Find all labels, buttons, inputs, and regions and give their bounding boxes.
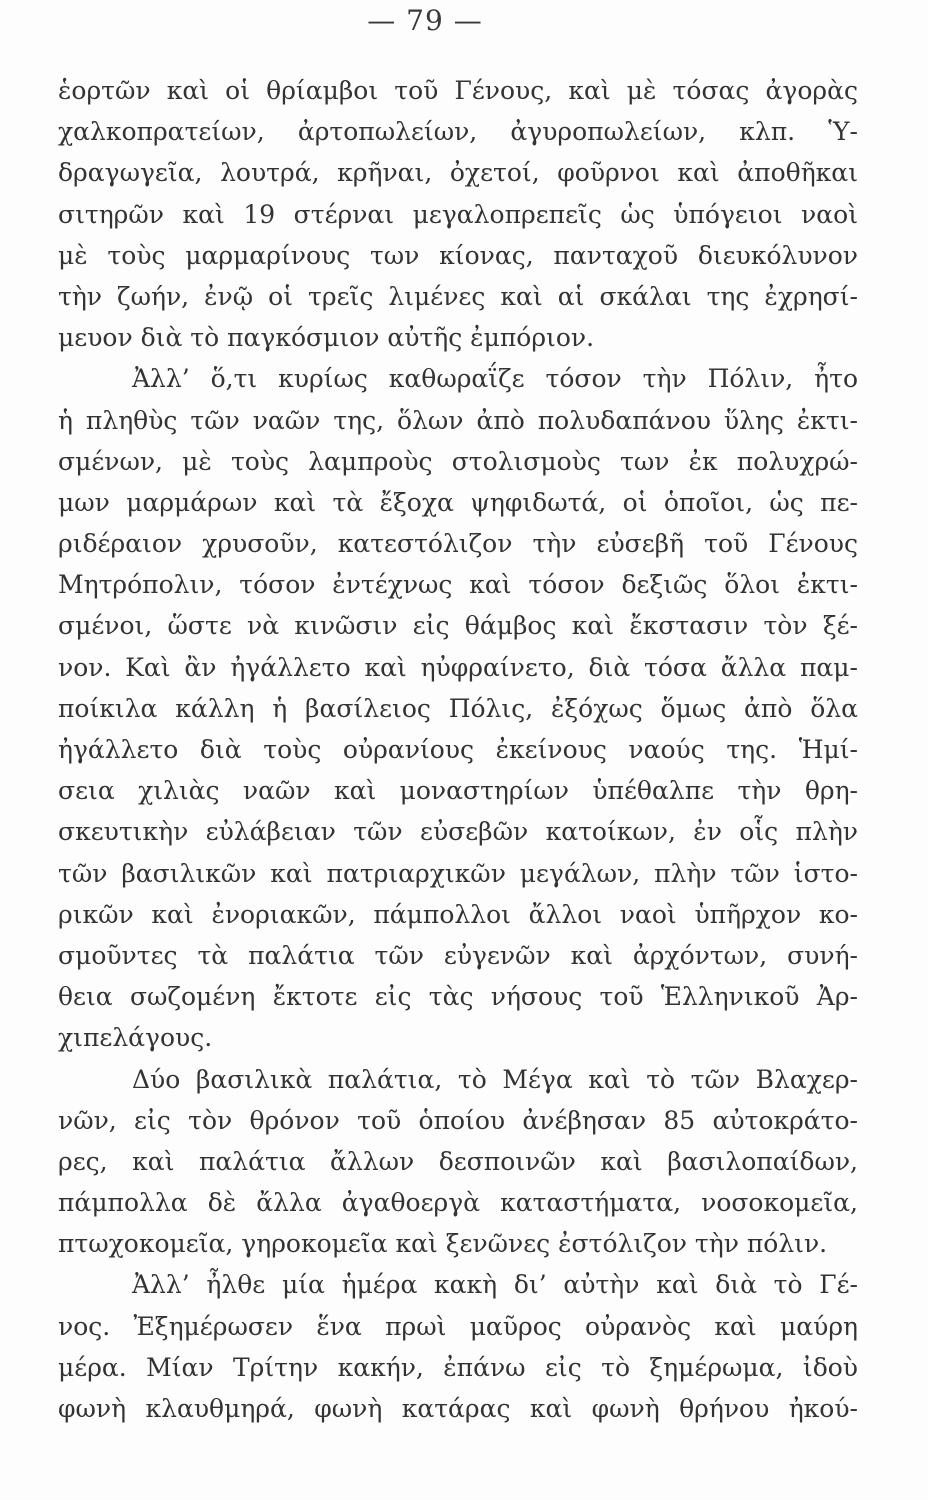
text-line: πάμπολλα δὲ ἄλλα ἀγαθοεργὰ καταστήματα, νοσοκομεῖα, (58, 1188, 858, 1218)
text-line: σμένοι, ὥστε νὰ κινῶσιν εἰς θάμβος καὶ ἔκστασιν τὸν ξέ- (58, 611, 858, 641)
text-line: δραγωγεῖα, λουτρά, κρῆναι, ὀχετοί, φοῦρνοι καὶ ἀποθῆκαι (58, 158, 858, 188)
text-line: ριδέραιον χρυσοῦν, κατεστόλιζον τὴν εὐσεβῆ τοῦ Γένους (58, 529, 858, 559)
text-line: ρικῶν καὶ ἐνοριακῶν, πάμπολλοι ἄλλοι ναοὶ ὑπῆρχον κο- (58, 899, 858, 929)
text-line: μων μαρμάρων καὶ τὰ ἔξοχα ψηφιδωτά, οἱ ὁποῖοι, ὡς πε- (58, 487, 858, 517)
text-line: σμοῦντες τὰ παλάτια τῶν εὐγενῶν καὶ ἀρχόντων, συνή- (58, 940, 858, 970)
text-line: Δύο βασιλικὰ παλάτια, τὸ Μέγα καὶ τὸ τῶν Βλαχερ- (132, 1064, 858, 1094)
text-line: σκευτικὴν εὐλάβειαν τῶν εὐσεβῶν κατοίκων, ἐν οἷς πλὴν (58, 817, 858, 847)
text-line: μευον διὰ τὸ παγκόσμιον αὐτῆς ἐμπόριον. (58, 323, 595, 353)
text-line: σεια χιλιὰς ναῶν καὶ μοναστηρίων ὑπέθαλπε τὴν θρη- (58, 776, 858, 806)
text-line: πτωχοκομεῖα, γηροκομεῖα καὶ ξενῶνες ἐστόλιζον τὴν πόλιν. (58, 1229, 828, 1259)
text-line: μέρα. Μίαν Τρίτην κακήν, ἐπάνω εἰς τὸ ξημέρωμα, ἰδοὺ (58, 1352, 858, 1382)
text-line: χιπελάγους. (58, 1023, 213, 1053)
text-line: νον. Καὶ ἂν ἠγάλλετο καὶ ηὐφραίνετο, διὰ τόσα ἄλλα παμ- (58, 652, 858, 682)
text-line: τῶν βασιλικῶν καὶ πατριαρχικῶν μεγάλων, πλὴν τῶν ἱστο- (58, 858, 858, 888)
text-line: σιτηρῶν καὶ 19 στέρναι μεγαλοπρεπεῖς ὡς ὑπόγειοι ναοὶ (58, 199, 858, 229)
text-line: θεια σωζομένη ἔκτοτε εἰς τὰς νήσους τοῦ Ἑλληνικοῦ Ἀρ- (58, 982, 858, 1012)
text-line: ἑορτῶν καὶ οἱ θρίαμβοι τοῦ Γένους, καὶ μὲ τόσας ἀγορὰς (58, 76, 858, 105)
text-line: Μητρόπολιν, τόσον ἐντέχνως καὶ τόσον δεξιῶς ὅλοι ἐκτι- (58, 570, 858, 600)
text-line: μὲ τοὺς μαρμαρίνους των κίονας, πανταχοῦ διευκόλυνον (58, 240, 858, 270)
text-line: ἡ πληθὺς τῶν ναῶν της, ὅλων ἀπὸ πολυδαπάνου ὕλης ἐκτι- (58, 405, 858, 435)
text-line: τὴν ζωήν, ἐνῷ οἱ τρεῖς λιμένες καὶ αἱ σκάλαι της ἐχρησί- (58, 281, 858, 311)
body-text (58, 70, 858, 1429)
text-line: ρες, καὶ παλάτια ἄλλων δεσποινῶν καὶ βασιλοπαίδων, (58, 1146, 858, 1176)
page-number: — 79 — (367, 4, 483, 37)
text-line: φωνὴ κλαυθμηρά, φωνὴ κατάρας καὶ φωνὴ θρήνου ἠκού- (58, 1394, 858, 1423)
text-line: ποίκιλα κάλλη ἡ βασίλειος Πόλις, ἐξόχως ὅμως ἀπὸ ὅλα (58, 693, 858, 723)
text-line: σμένων, μὲ τοὺς λαμπροὺς στολισμοὺς των ἐκ πολυχρώ- (58, 446, 858, 476)
text-line: χαλκοπρατείων, ἀρτοπωλείων, ἀγυροπωλείων, κλπ. Ὑ- (58, 117, 858, 147)
text-line: νος. Ἐξημέρωσεν ἕνα πρωὶ μαῦρος οὐρανὸς καὶ μαύρη (58, 1311, 858, 1341)
text-line: Ἀλλ’ ὅ,τι κυρίως καθωραΐζε τόσον τὴν Πόλιν, ἦτο (132, 364, 858, 394)
text-line: νῶν, εἰς τὸν θρόνον τοῦ ὁποίου ἀνέβησαν 85 αὐτοκράτο- (58, 1105, 858, 1135)
text-line: Ἀλλ’ ἦλθε μία ἡμέρα κακὴ δι’ αὐτὴν καὶ διὰ τὸ Γέ- (132, 1270, 858, 1300)
text-line: ἠγάλλετο διὰ τοὺς οὐρανίους ἐκείνους ναούς της. Ἡμί- (58, 735, 858, 764)
